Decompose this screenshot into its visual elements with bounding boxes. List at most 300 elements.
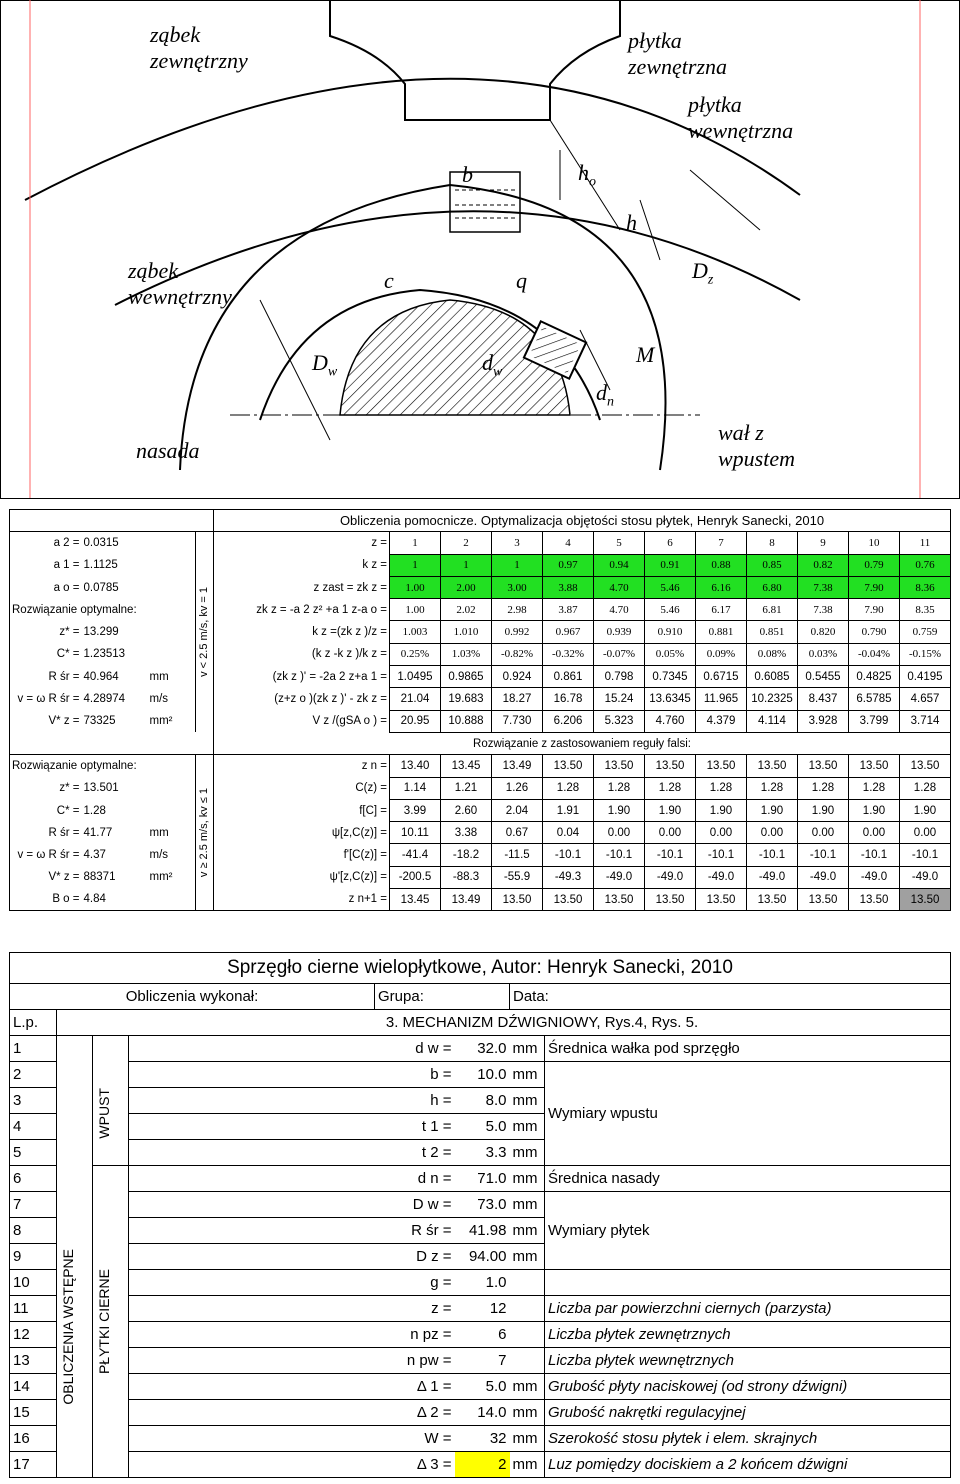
cell: 20.95	[390, 710, 441, 732]
cell: 3.714	[900, 710, 951, 732]
formula: ψ[z,C(z)] =	[331, 826, 387, 839]
unit: mm	[510, 1218, 545, 1244]
label-plytka-wewnetrzna: płytka wewnętrzna	[688, 92, 794, 143]
formula: z n+1 =	[348, 893, 387, 906]
cell: 11	[900, 532, 951, 554]
spec-table	[9, 952, 951, 1478]
cell: 0.88	[696, 554, 747, 576]
param-unit	[148, 799, 196, 821]
cell: -55.9	[492, 866, 543, 888]
unit: mm	[510, 1140, 545, 1166]
cell: -49.3	[543, 866, 594, 888]
cell: 1.00	[390, 599, 441, 621]
cell: 15.24	[594, 688, 645, 710]
symbol: W =	[375, 1426, 455, 1452]
cell: 3.87	[543, 599, 594, 621]
param-value: 40.964	[83, 670, 119, 683]
cell: 13.50	[696, 755, 747, 777]
condition-label-1: v < 2.5 m/s, kv = 1	[198, 587, 210, 678]
cell: -0.07%	[594, 643, 645, 665]
group-obliczenia-wstepne: OBLICZENIA WSTĘPNE	[60, 1248, 76, 1405]
symbol: D z =	[375, 1244, 455, 1270]
cell: 13.50	[747, 755, 798, 777]
cell: 2.02	[441, 599, 492, 621]
cell: 1.21	[441, 777, 492, 799]
cell: 13.49	[492, 755, 543, 777]
value: 32.0	[455, 1036, 510, 1062]
cell: 10	[849, 532, 900, 554]
cell: 0.6085	[747, 666, 798, 688]
cell: 0.798	[594, 666, 645, 688]
cell: 10.888	[441, 710, 492, 732]
row-number: 17	[10, 1452, 57, 1478]
param-name: C* =	[10, 799, 82, 821]
cell: 13.50	[645, 889, 696, 911]
cell: 0.759	[900, 621, 951, 643]
row-number: 4	[10, 1114, 57, 1140]
cell: 21.04	[390, 688, 441, 710]
cell: 6.81	[747, 599, 798, 621]
formula: f'[C(z)] =	[343, 849, 387, 862]
row-number: 15	[10, 1400, 57, 1426]
param-value: 0.0785	[83, 581, 119, 594]
opt-label: Rozwiązanie optymalne:	[10, 599, 196, 621]
param-unit: mm	[148, 666, 196, 688]
cell: 0.5455	[798, 666, 849, 688]
unit: mm	[510, 1192, 545, 1218]
cell: 0.9865	[441, 666, 492, 688]
cell: 13.6345	[645, 688, 696, 710]
row-number: 10	[10, 1270, 57, 1296]
cell: 13.50	[594, 889, 645, 911]
symbol: t 1 =	[375, 1114, 455, 1140]
param-name: R śr =	[10, 822, 82, 844]
param-name: V* z =	[10, 866, 82, 888]
cell: 3.928	[798, 710, 849, 732]
cell: 7.38	[798, 599, 849, 621]
cell: 8.35	[900, 599, 951, 621]
description: Grubość nakrętki regulacyjnej	[545, 1400, 951, 1426]
param-name: a o =	[10, 576, 82, 598]
unit: mm	[510, 1088, 545, 1114]
cell: 0.4195	[900, 666, 951, 688]
cell: 4.379	[696, 710, 747, 732]
label-wal-z-wpustem: wał z wpustem	[718, 420, 795, 471]
label-grupa: Grupa:	[375, 984, 510, 1010]
cell: 0.85	[747, 554, 798, 576]
description: Liczba par powierzchni ciernych (parzysta)	[545, 1296, 951, 1322]
unit: mm	[510, 1166, 545, 1192]
cell: -49.0	[645, 866, 696, 888]
cell: 7	[696, 532, 747, 554]
cell: 0.05%	[645, 643, 696, 665]
cell: 5.323	[594, 710, 645, 732]
param-value: 4.28974	[83, 693, 126, 706]
cell: 13.50	[747, 889, 798, 911]
formula: z zast = zk z =	[313, 581, 387, 594]
param-value: 1.1125	[83, 559, 118, 572]
cell: 1.00	[390, 576, 441, 598]
cell: 1.0495	[390, 666, 441, 688]
symbol: d n =	[375, 1166, 455, 1192]
cell: 5.46	[645, 576, 696, 598]
label-nasada: nasada	[136, 438, 200, 463]
spec-title: Sprzęgło cierne wielopłytkowe, Autor: Henryk Sanecki, 2010	[227, 957, 733, 978]
unit: mm	[510, 1114, 545, 1140]
cell: 2.00	[441, 576, 492, 598]
value: 32	[455, 1426, 510, 1452]
param-value: 41.77	[83, 826, 113, 839]
cell: -10.1	[696, 844, 747, 866]
group-wpust: WPUST	[96, 1087, 112, 1139]
cell: 13.45	[390, 889, 441, 911]
value: 8.0	[455, 1088, 510, 1114]
cell: 7.90	[849, 599, 900, 621]
param-unit: m/s	[148, 844, 196, 866]
unit: mm	[510, 1426, 545, 1452]
symbol: d w =	[375, 1036, 455, 1062]
cell: 0.910	[645, 621, 696, 643]
cell: 2	[441, 532, 492, 554]
cell: 1.26	[492, 777, 543, 799]
cell: 8.437	[798, 688, 849, 710]
row-number: 7	[10, 1192, 57, 1218]
cell: 6	[645, 532, 696, 554]
description: Liczba płytek wewnętrznych	[545, 1348, 951, 1374]
cell: 6.17	[696, 599, 747, 621]
row-number: 9	[10, 1244, 57, 1270]
cell: 18.27	[492, 688, 543, 710]
cell: -18.2	[441, 844, 492, 866]
label-b: b	[462, 162, 473, 187]
cell: 1.90	[747, 799, 798, 821]
cell: 0.00	[747, 822, 798, 844]
cell: 1.28	[645, 777, 696, 799]
row-number: 16	[10, 1426, 57, 1452]
label-m: M	[636, 342, 655, 367]
value-input[interactable]: 2	[455, 1452, 510, 1478]
cell: 0.09%	[696, 643, 747, 665]
cell: 13.50	[543, 889, 594, 911]
row-number: 8	[10, 1218, 57, 1244]
formula: z n =	[361, 760, 387, 773]
cell: 1.90	[798, 799, 849, 821]
cell: 3.00	[492, 576, 543, 598]
value: 12	[455, 1296, 510, 1322]
param-name: v = ω R śr =	[10, 844, 82, 866]
param-name: z* =	[10, 621, 82, 643]
row-number: 14	[10, 1374, 57, 1400]
param-value: 13.501	[83, 782, 119, 795]
cell: 1.28	[594, 777, 645, 799]
symbol: n pz =	[375, 1322, 455, 1348]
symbol: Δ 3 =	[375, 1452, 455, 1478]
cell: 0.00	[696, 822, 747, 844]
cell: -10.1	[849, 844, 900, 866]
cell: 0.967	[543, 621, 594, 643]
group-plytki-cierne: PŁYTKI CIERNE	[96, 1268, 112, 1375]
cell: 7.90	[849, 576, 900, 598]
cell: 1.91	[543, 799, 594, 821]
unit: mm	[510, 1062, 545, 1088]
cell: 1	[390, 532, 441, 554]
param-unit	[148, 643, 196, 665]
cell: 0.82	[798, 554, 849, 576]
param-unit: m/s	[148, 688, 196, 710]
cell: 0.790	[849, 621, 900, 643]
symbol: Δ 1 =	[375, 1374, 455, 1400]
cell: 0.91	[645, 554, 696, 576]
cell: -49.0	[900, 866, 951, 888]
formula: C(z) =	[355, 782, 387, 795]
cell: 8	[747, 532, 798, 554]
cell: 6.5785	[849, 688, 900, 710]
cell: 13.50	[543, 755, 594, 777]
cell: 4.657	[900, 688, 951, 710]
cell: 1.28	[849, 777, 900, 799]
param-name: v = ω R śr =	[10, 688, 82, 710]
cell: 1.28	[900, 777, 951, 799]
param-unit: mm²	[148, 866, 196, 888]
description: Wymiary wpustu	[545, 1062, 951, 1166]
cell: 4.70	[594, 599, 645, 621]
row-number: 12	[10, 1322, 57, 1348]
cell: 1.28	[798, 777, 849, 799]
label-ho: $h_o$	[578, 160, 596, 190]
cell: 13.50	[594, 755, 645, 777]
cell: 5.46	[645, 599, 696, 621]
cell: 0.03%	[798, 643, 849, 665]
description: Grubość płyty naciskowej (od strony dźwigni)	[545, 1374, 951, 1400]
cell: 0.820	[798, 621, 849, 643]
row-number: 5	[10, 1140, 57, 1166]
cell: 13.50	[900, 889, 951, 911]
cell: 1.28	[747, 777, 798, 799]
cell: 0.00	[849, 822, 900, 844]
row-number: 11	[10, 1296, 57, 1322]
cell: 13.45	[441, 755, 492, 777]
cell: 13.50	[492, 889, 543, 911]
cell: 0.79	[849, 554, 900, 576]
cell: 1.010	[441, 621, 492, 643]
condition-label-2: v ≥ 2.5 m/s, kv ≤ 1	[198, 788, 210, 878]
description: Wymiary płytek	[545, 1192, 951, 1270]
cell: 0.67	[492, 822, 543, 844]
param-value: 1.23513	[83, 648, 126, 661]
cell: -0.15%	[900, 643, 951, 665]
symbol: b =	[375, 1062, 455, 1088]
param-unit	[148, 621, 196, 643]
param-name: a 1 =	[10, 554, 82, 576]
param-name: B o =	[10, 889, 82, 911]
cell: 0.08%	[747, 643, 798, 665]
cell: 6.16	[696, 576, 747, 598]
formula: V z /(gSA o ) =	[312, 715, 387, 728]
cell: -49.0	[849, 866, 900, 888]
label-h: h	[626, 210, 637, 235]
cell: 4.760	[645, 710, 696, 732]
cell: 0.6715	[696, 666, 747, 688]
cell: 0.4825	[849, 666, 900, 688]
cell: 6.206	[543, 710, 594, 732]
cell: 0.939	[594, 621, 645, 643]
cell: -10.1	[747, 844, 798, 866]
cell: 11.965	[696, 688, 747, 710]
cell: -200.5	[390, 866, 441, 888]
cell: -10.1	[900, 844, 951, 866]
symbol: Δ 2 =	[375, 1400, 455, 1426]
label-zabek-zewnetrzny: ząbek zewnętrzny	[150, 22, 248, 73]
param-name: R śr =	[10, 666, 82, 688]
unit	[510, 1348, 545, 1374]
label-dz: $D_z$	[692, 258, 714, 288]
clutch-section-drawing	[0, 0, 960, 500]
cell: 0.97	[543, 554, 594, 576]
unit: mm	[510, 1036, 545, 1062]
symbol: t 2 =	[375, 1140, 455, 1166]
cell: -88.3	[441, 866, 492, 888]
row-number: 13	[10, 1348, 57, 1374]
cell: 0.00	[645, 822, 696, 844]
symbol: n pw =	[375, 1348, 455, 1374]
cell: 1.90	[645, 799, 696, 821]
unit	[510, 1322, 545, 1348]
cell: 1.90	[849, 799, 900, 821]
formula: zk z = -a 2 z² +a 1 z-a o =	[256, 603, 387, 616]
description: Szerokość stosu płytek i elem. skrajnych	[545, 1426, 951, 1452]
cell: -0.82%	[492, 643, 543, 665]
cell: 3.88	[543, 576, 594, 598]
cell: 0.94	[594, 554, 645, 576]
cell: 3	[492, 532, 543, 554]
cell: 13.50	[900, 755, 951, 777]
cell: 1	[441, 554, 492, 576]
cell: 8.36	[900, 576, 951, 598]
param-value: 13.299	[83, 626, 119, 639]
cell: -0.04%	[849, 643, 900, 665]
description: Liczba płytek zewnętrznych	[545, 1322, 951, 1348]
cell: -49.0	[798, 866, 849, 888]
symbol: g =	[375, 1270, 455, 1296]
param-unit	[148, 889, 196, 911]
cell: 0.00	[594, 822, 645, 844]
cell: 0.881	[696, 621, 747, 643]
cell: -10.1	[645, 844, 696, 866]
cell: -49.0	[747, 866, 798, 888]
formula: ψ'[z,C(z)] =	[329, 871, 387, 884]
value: 14.0	[455, 1400, 510, 1426]
cell: 1.003	[390, 621, 441, 643]
unit: mm	[510, 1374, 545, 1400]
cell: 19.683	[441, 688, 492, 710]
unit: mm	[510, 1244, 545, 1270]
param-unit	[148, 777, 196, 799]
formula: (z+z o )(zk z )' - zk z =	[274, 693, 387, 706]
value: 5.0	[455, 1114, 510, 1140]
cell: 13.50	[645, 755, 696, 777]
value: 94.00	[455, 1244, 510, 1270]
value: 3.3	[455, 1140, 510, 1166]
formula: (zk z )' = -2a 2 z+a 1 =	[272, 670, 387, 683]
cell: 0.76	[900, 554, 951, 576]
symbol: z =	[375, 1296, 455, 1322]
cell: 0.00	[798, 822, 849, 844]
symbol: R śr =	[375, 1218, 455, 1244]
cell: 1.90	[900, 799, 951, 821]
label-plytka-zewnetrzna: płytka zewnętrzna	[628, 28, 727, 79]
cell: -10.1	[594, 844, 645, 866]
param-name: C* =	[10, 643, 82, 665]
cell: -11.5	[492, 844, 543, 866]
label-q: q	[516, 268, 527, 293]
formula: (k z -k z )/k z =	[311, 648, 387, 661]
opt-label-2: Rozwiązanie optymalne:	[10, 755, 196, 777]
value: 10.0	[455, 1062, 510, 1088]
cell: 4	[543, 532, 594, 554]
formula: z =	[371, 537, 387, 550]
calc-table	[9, 509, 951, 911]
cell: 2.98	[492, 599, 543, 621]
value: 6	[455, 1322, 510, 1348]
cell: 6.80	[747, 576, 798, 598]
cell: 7.38	[798, 576, 849, 598]
description	[545, 1270, 951, 1296]
label-c: c	[384, 268, 394, 293]
cell: 10.11	[390, 822, 441, 844]
label-zabek-wewnetrzny: ząbek wewnętrzny	[128, 258, 232, 309]
unit: mm	[510, 1400, 545, 1426]
label-dn: $d_n$	[596, 380, 614, 410]
cell: 0.861	[543, 666, 594, 688]
cell: -10.1	[543, 844, 594, 866]
cell: 1.90	[594, 799, 645, 821]
cell: 1.03%	[441, 643, 492, 665]
cell: -49.0	[594, 866, 645, 888]
param-value: 4.37	[83, 849, 106, 862]
cell: -0.32%	[543, 643, 594, 665]
unit: mm	[510, 1452, 545, 1478]
cell: 0.992	[492, 621, 543, 643]
param-name: V* z =	[10, 710, 82, 732]
cell: 0.851	[747, 621, 798, 643]
value: 73.0	[455, 1192, 510, 1218]
value: 71.0	[455, 1166, 510, 1192]
cell: 0.924	[492, 666, 543, 688]
param-value: 4.84	[83, 893, 106, 906]
cell: 13.50	[849, 889, 900, 911]
cell: 13.50	[798, 889, 849, 911]
row-number: 3	[10, 1088, 57, 1114]
cell: 1.28	[543, 777, 594, 799]
cell: 0.7345	[645, 666, 696, 688]
formula: f[C] =	[359, 804, 387, 817]
cell: 7.730	[492, 710, 543, 732]
unit	[510, 1270, 545, 1296]
cell: -41.4	[390, 844, 441, 866]
cell: 0.25%	[390, 643, 441, 665]
falsi-title: Rozwiązanie z zastosowaniem reguły falsi:	[214, 732, 951, 754]
param-value: 0.0315	[83, 537, 119, 550]
symbol: h =	[375, 1088, 455, 1114]
cell: 3.38	[441, 822, 492, 844]
row-number: 1	[10, 1036, 57, 1062]
row-number: 6	[10, 1166, 57, 1192]
value: 1.0	[455, 1270, 510, 1296]
cell: -49.0	[696, 866, 747, 888]
cell: 0.04	[543, 822, 594, 844]
formula: k z =(zk z )/z =	[312, 626, 387, 639]
cell: 1	[492, 554, 543, 576]
